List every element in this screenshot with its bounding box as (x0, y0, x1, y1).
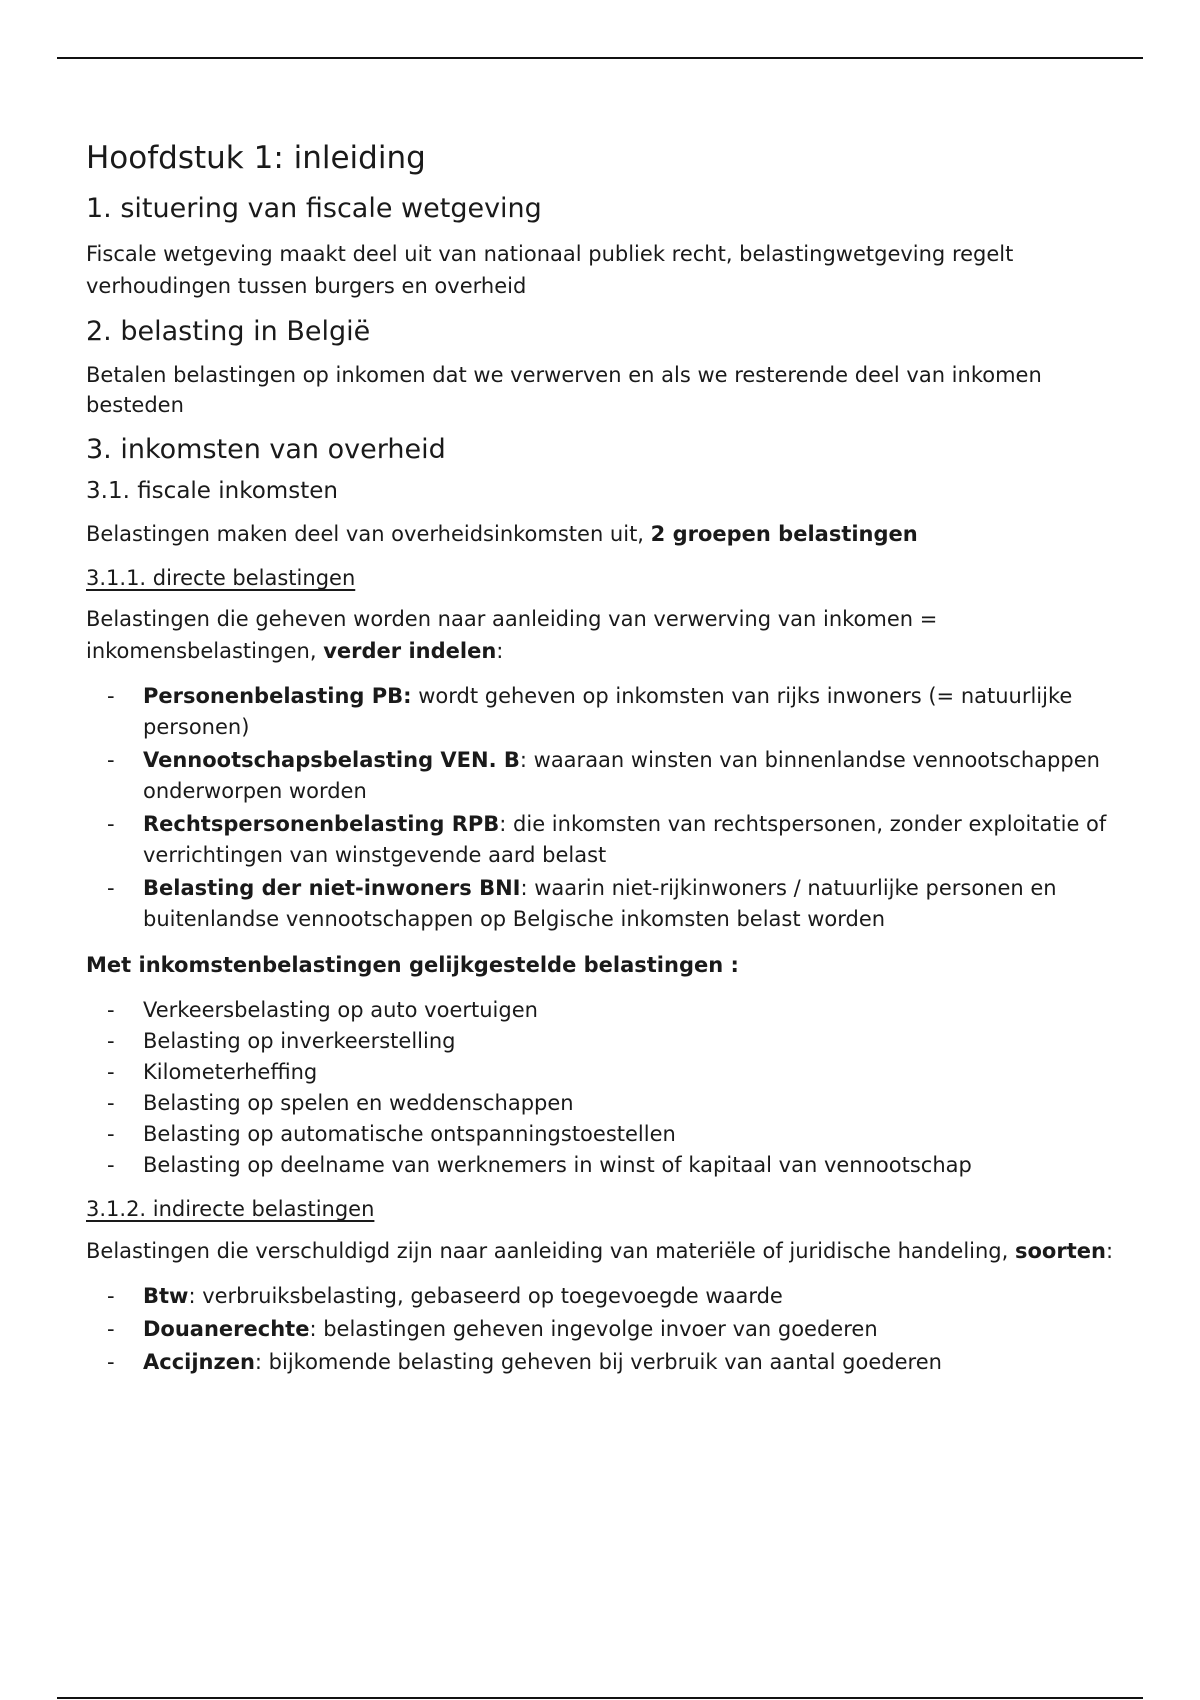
list-item (86, 1281, 1116, 1312)
list-item-desc: wordt geheven op inkomsten van rijks inwoners (= natuurlijke personen) (143, 684, 1073, 740)
header-rule (57, 57, 1143, 59)
list-item-desc: : bijkomende belasting geheven bij verbruik van aantal goederen (254, 1349, 942, 1374)
section-3-1-2-heading: 3.1.2. indirecte belastingen (86, 1197, 375, 1222)
list-item-term: Rechtspersonenbelasting RPB (143, 812, 500, 837)
section-3-1-1-heading: 3.1.1. directe belastingen (86, 565, 356, 590)
section-1-heading: 1. situering van fiscale wetgeving (86, 193, 542, 225)
equated-taxes-heading-text: Met inkomstenbelastingen gelijkgestelde belastingen : (86, 953, 739, 978)
list-item-term: Douanerechte (143, 1316, 310, 1341)
section-3-1-heading: 3.1. fiscale inkomsten (86, 478, 338, 505)
list-item-desc: : die inkomsten van rechtspersonen, zonder exploitatie of verrichtingen van winstgevende aard belast (143, 812, 1107, 868)
list-item-term: Btw (143, 1283, 189, 1308)
list-item (86, 809, 1116, 871)
section-3-1-2-text (86, 1235, 1116, 1267)
list-item-term: Personenbelasting PB: (143, 684, 412, 709)
section-3-1-2-text-end: : (1105, 1238, 1114, 1263)
section-2-text: Betalen belastingen op inkomen dat we verwerven en als we resterende deel van inkomen besteden (86, 362, 1042, 417)
section-3-1-1-text-bold: verder indelen (323, 639, 497, 664)
equated-tax-list (86, 995, 1116, 1181)
list-item (86, 1314, 1116, 1345)
list-item: - Belasting op deelname van werknemers in winst of kapitaal van vennootschap (86, 1150, 1116, 1181)
section-3-1-1-text-plain: Belastingen die geheven worden naar aanleiding van verwerving van inkomen = inkomensbelastingen, (86, 607, 938, 664)
section-3-1-text (86, 518, 1116, 550)
list-item: - Kilometerheffing (86, 1057, 1116, 1088)
section-3-1-1-text (86, 603, 1116, 667)
list-item (86, 745, 1116, 807)
list-item (86, 1347, 1116, 1378)
list-item-desc: : waaraan winsten van binnenlandse vennootschappen onderworpen worden (143, 748, 1100, 804)
section-3-1-1-text-end: : (496, 639, 504, 664)
list-item (86, 681, 1116, 743)
section-3-heading: 3. inkomsten van overheid (86, 433, 446, 465)
list-item-term: Vennootschapsbelasting VEN. B (143, 748, 520, 773)
list-item: - Belasting op spelen en weddenschappen (86, 1088, 1116, 1119)
footer-rule (57, 1697, 1143, 1699)
section-3-1-text-plain: Belastingen maken deel van overheidsinkomsten uit, (86, 521, 651, 546)
indirect-tax-list (86, 1281, 1116, 1378)
chapter-title: Hoofdstuk 1: inleiding (86, 140, 426, 176)
list-item: - Belasting op automatische ontspanningstoestellen (86, 1119, 1116, 1150)
document-page (86, 140, 1116, 1392)
list-item-desc: : verbruiksbelasting, gebaseerd op toegevoegde waarde (188, 1283, 783, 1308)
list-item-desc: : belastingen geheven ingevolge invoer van goederen (309, 1316, 878, 1341)
section-3-1-2-text-plain: Belastingen die verschuldigd zijn naar aanleiding van materiële of juridische handeling, (86, 1238, 1015, 1263)
section-1-text: Fiscale wetgeving maakt deel uit van nationaal publiek recht, belastingwetgeving regelt verhoudingen tussen burgers en overheid (86, 241, 1014, 298)
equated-taxes-heading (86, 949, 1116, 981)
section-3-1-2-text-bold: soorten (1014, 1238, 1106, 1263)
list-item: - Belasting op inverkeerstelling (86, 1026, 1116, 1057)
list-item-desc: : waarin niet-rijkinwoners / natuurlijke personen en buitenlandse vennootschappen op Belgische inkomsten belast worden (143, 876, 1057, 932)
section-2-heading: 2. belasting in België (86, 315, 371, 347)
section-3-1-text-bold: 2 groepen belastingen (650, 521, 918, 546)
direct-tax-list (86, 681, 1116, 935)
list-item-term: Belasting der niet-inwoners BNI (143, 876, 521, 901)
list-item-term: Accijnzen (143, 1349, 255, 1374)
list-item: - Verkeersbelasting op auto voertuigen (86, 995, 1116, 1026)
list-item (86, 873, 1116, 935)
